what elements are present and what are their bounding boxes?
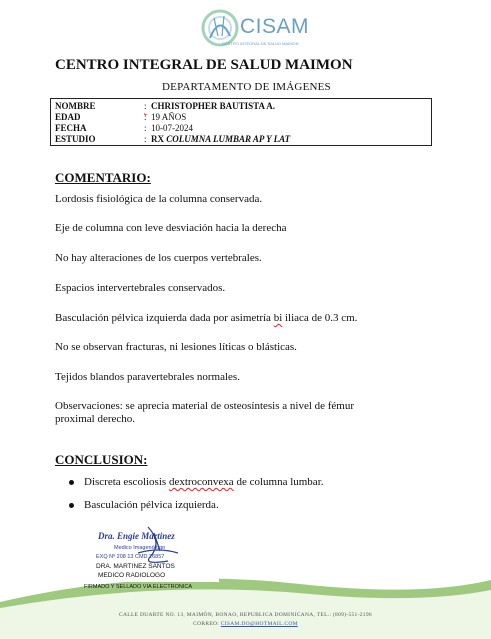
comment-line-4: Espacios intervertebrales conservados. — [55, 282, 226, 294]
patient-study-row — [55, 134, 425, 145]
signer-name: DRA. MARTINEZ SANTOS — [96, 563, 175, 570]
patient-date-row — [55, 123, 425, 134]
study-colon: : — [144, 134, 147, 144]
footer-email-link[interactable]: CISAM.DO@HOTMAIL.COM — [220, 621, 298, 627]
age-label: EDAD — [55, 112, 81, 122]
bullet-icon — [69, 480, 74, 485]
stamp-exeq: EXQ Nº 208 13 CMD 26857 — [96, 554, 165, 560]
age-colon: : — [144, 112, 147, 122]
study-name: COLUMNA LUMBAR AP Y LAT — [166, 134, 291, 144]
signer-role: MEDICO RADIOLOGO — [98, 572, 166, 579]
comment-line-2: Eje de columna con leve desviación hacia la derecha — [55, 222, 287, 234]
conclusion-item-1-text — [84, 476, 324, 488]
study-prefix: RX — [151, 134, 164, 144]
name-label: NOMBRE — [55, 101, 96, 111]
date-label: FECHA — [55, 123, 87, 133]
name-colon: : — [144, 101, 147, 111]
stamp-role: Medico Imagenólogo — [114, 545, 166, 551]
conclusion-1-part-c: de columna lumbar. — [233, 476, 324, 488]
stamp-name: Dra. Engie Martinez — [98, 531, 175, 541]
comment-line-5 — [55, 312, 435, 325]
date-value: 10-07-2024 — [151, 123, 193, 133]
footer-address: CALLE DUARTE NO. 13, MAIMÓN, BONAO, REPUBLICA DOMINICANA, TEL.: (809)-551-2196 — [119, 612, 372, 618]
date-colon: : — [144, 123, 147, 133]
comment-line-6: No se observan fracturas, ni lesiones líticas o blásticas. — [55, 341, 297, 353]
comment-line-7: Tejidos blandos paravertebrales normales. — [55, 371, 240, 383]
signature-note: FIRMADO Y SELLADO VIA ELECTRONICA — [84, 584, 192, 590]
page-title: CENTRO INTEGRAL DE SALUD MAIMON — [55, 57, 353, 73]
logo-subtext: CENTRO INTEGRAL DE SALUD MAIMON — [222, 41, 299, 46]
patient-info-box — [50, 98, 432, 146]
comment-5-misspelled-word: bi — [273, 312, 283, 324]
age-value: 19 AÑOS — [151, 112, 187, 122]
study-value — [151, 134, 290, 145]
conclusion-1-misspelled-word: dextroconvexa — [168, 476, 234, 488]
footer-contact — [0, 621, 491, 627]
comment-line-1: Lordosis fisiológica de la columna conservada. — [55, 193, 263, 205]
comment-line-8: Observaciones: se aprecia material de osteosíntesis a nivel de fémur proximal derecho. — [55, 400, 355, 425]
comment-5-part-c: iliaca de 0.3 cm. — [282, 312, 358, 324]
patient-name-row — [55, 101, 425, 112]
footer-wave — [0, 572, 491, 639]
conclusion-item-2-text: Basculación pélvica izquierda. — [84, 499, 219, 511]
study-label: ESTUDIO — [55, 134, 96, 144]
patient-age-row — [55, 112, 425, 123]
conclusion-heading: CONCLUSION: — [55, 452, 148, 467]
conclusion-1-part-a: Discreta escoliosis — [84, 476, 169, 488]
logo-text: CISAM — [240, 15, 310, 38]
name-value: CHRISTOPHER BAUTISTA A. — [151, 101, 275, 111]
comment-5-part-a: Basculación pélvica izquierda dada por asimetría — [55, 312, 274, 324]
footer-email-label: CORREO: — [193, 621, 220, 627]
comment-line-3: No hay alteraciones de los cuerpos vertebrales. — [55, 252, 262, 264]
comentario-heading: COMENTARIO: — [55, 170, 151, 185]
department-title: DEPARTAMENTO DE IMÁGENES — [162, 81, 331, 93]
bullet-icon — [69, 503, 74, 508]
